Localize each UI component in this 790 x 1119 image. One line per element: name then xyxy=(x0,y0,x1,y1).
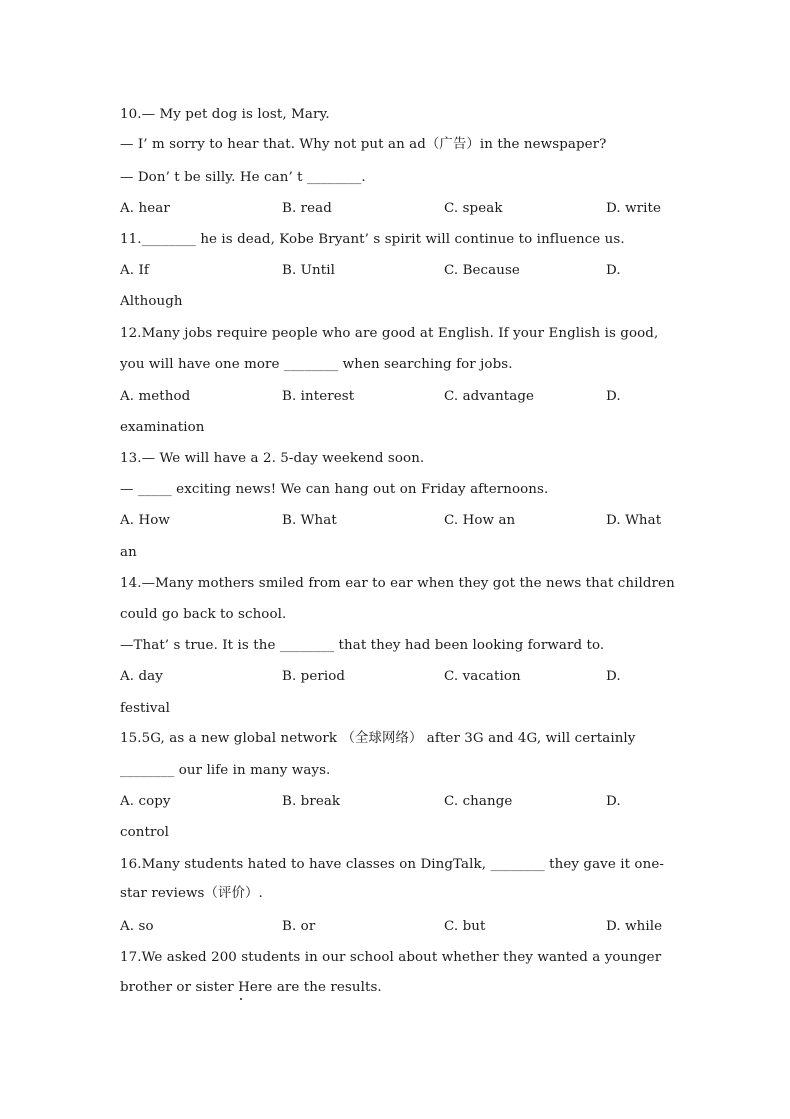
question-line: — I’ m sorry to hear that. Why not put an ad（广告）in the newspaper? xyxy=(120,137,607,152)
question-line: 16.Many students hated to have classes on DingTalk, ________ they gave it one- xyxy=(120,857,664,872)
answer-option: D. while xyxy=(606,919,663,934)
answer-option: A. copy xyxy=(120,794,171,809)
question-line: festival xyxy=(120,701,171,716)
answer-option: D. xyxy=(606,794,621,809)
question-line: examination xyxy=(120,420,205,435)
question-line: brother or sister Here are the results. xyxy=(120,980,382,995)
question-line: star reviews（评价）. xyxy=(120,886,263,901)
answer-option: C. Because xyxy=(444,263,520,278)
answer-option: A. How xyxy=(120,513,170,528)
question-line: —That’ s true. It is the ________ that they had been looking forward to. xyxy=(120,638,605,653)
answer-option: B. period xyxy=(282,669,346,684)
question-line: Although xyxy=(120,294,183,309)
answer-option: A. so xyxy=(120,919,154,934)
answer-option: C. vacation xyxy=(444,669,521,684)
answer-option: B. interest xyxy=(282,389,355,404)
answer-option: C. advantage xyxy=(444,389,535,404)
answer-option: C. speak xyxy=(444,201,503,216)
answer-option: A. If xyxy=(120,263,149,278)
answer-option: B. or xyxy=(282,919,316,934)
answer-option: D. What xyxy=(606,513,662,528)
question-line: 14.—Many mothers smiled from ear to ear when they got the news that children xyxy=(120,576,675,591)
question-line: you will have one more ________ when searching for jobs. xyxy=(120,357,513,372)
answer-option: A. hear xyxy=(120,201,170,216)
question-line: — Don’ t be silly. He can’ t ________. xyxy=(120,170,366,185)
answer-option: B. What xyxy=(282,513,337,528)
answer-option: C. How an xyxy=(444,513,516,528)
answer-option: D. write xyxy=(606,201,662,216)
answer-option: B. read xyxy=(282,201,332,216)
stray-mark xyxy=(240,998,242,1000)
question-line: 11.________ he is dead, Kobe Bryant’ s spirit will continue to influence us. xyxy=(120,232,625,247)
question-line: ________ our life in many ways. xyxy=(120,763,331,778)
question-line: 10.— My pet dog is lost, Mary. xyxy=(120,107,330,122)
question-line: 17.We asked 200 students in our school about whether they wanted a younger xyxy=(120,950,662,965)
question-line: 15.5G, as a new global network （全球网络） after 3G and 4G, will certainly xyxy=(120,731,636,746)
question-line: control xyxy=(120,825,170,840)
answer-option: D. xyxy=(606,389,621,404)
question-line: an xyxy=(120,545,137,560)
answer-option: C. but xyxy=(444,919,486,934)
answer-option: D. xyxy=(606,263,621,278)
answer-option: B. break xyxy=(282,794,341,809)
question-line: 12.Many jobs require people who are good at English. If your English is good, xyxy=(120,326,659,341)
question-line: — _____ exciting news! We can hang out on Friday afternoons. xyxy=(120,482,549,497)
answer-option: D. xyxy=(606,669,621,684)
question-line: 13.— We will have a 2. 5-day weekend soon. xyxy=(120,451,425,466)
question-line: could go back to school. xyxy=(120,607,287,622)
answer-option: C. change xyxy=(444,794,513,809)
answer-option: A. day xyxy=(120,669,163,684)
answer-option: B. Until xyxy=(282,263,336,278)
answer-option: A. method xyxy=(120,389,191,404)
